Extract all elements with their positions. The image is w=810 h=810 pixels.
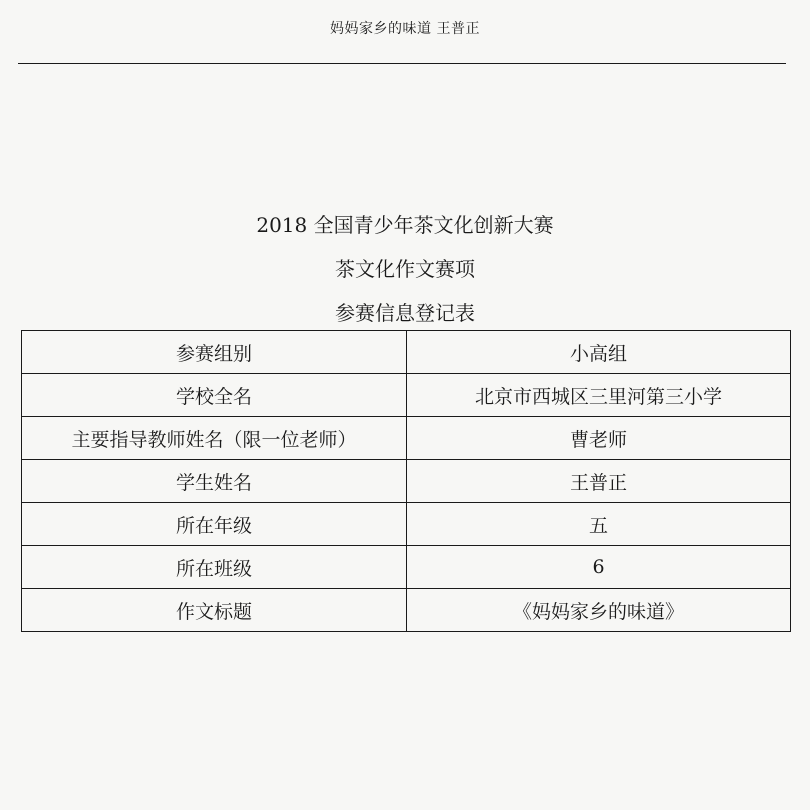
row-value: 北京市西城区三里河第三小学 <box>407 374 791 417</box>
registration-table <box>21 330 791 632</box>
form-title: 参赛信息登记表 <box>335 301 475 325</box>
table-row <box>22 546 791 589</box>
table-row <box>22 503 791 546</box>
table-row <box>22 589 791 632</box>
row-value: 6 <box>407 546 791 589</box>
row-value: 五 <box>407 503 791 546</box>
page-header: 妈妈家乡的味道 王普正 <box>330 21 480 37</box>
table-row <box>22 417 791 460</box>
row-label: 所在班级 <box>22 546 407 589</box>
row-label: 作文标题 <box>22 589 407 632</box>
row-value: 王普正 <box>407 460 791 503</box>
title-block <box>0 203 810 335</box>
row-label: 学生姓名 <box>22 460 407 503</box>
row-label: 学校全名 <box>22 374 407 417</box>
table-row <box>22 374 791 417</box>
table-row <box>22 460 791 503</box>
competition-title: 2018 全国青少年茶文化创新大赛 <box>256 213 554 237</box>
header-divider <box>18 63 786 64</box>
row-value: 曹老师 <box>407 417 791 460</box>
row-value: 《妈妈家乡的味道》 <box>407 589 791 632</box>
row-value: 小高组 <box>407 331 791 374</box>
table-row <box>22 331 791 374</box>
event-title: 茶文化作文赛项 <box>335 257 475 281</box>
row-label: 主要指导教师姓名（限一位老师） <box>22 417 407 460</box>
row-label: 所在年级 <box>22 503 407 546</box>
row-label: 参赛组别 <box>22 331 407 374</box>
